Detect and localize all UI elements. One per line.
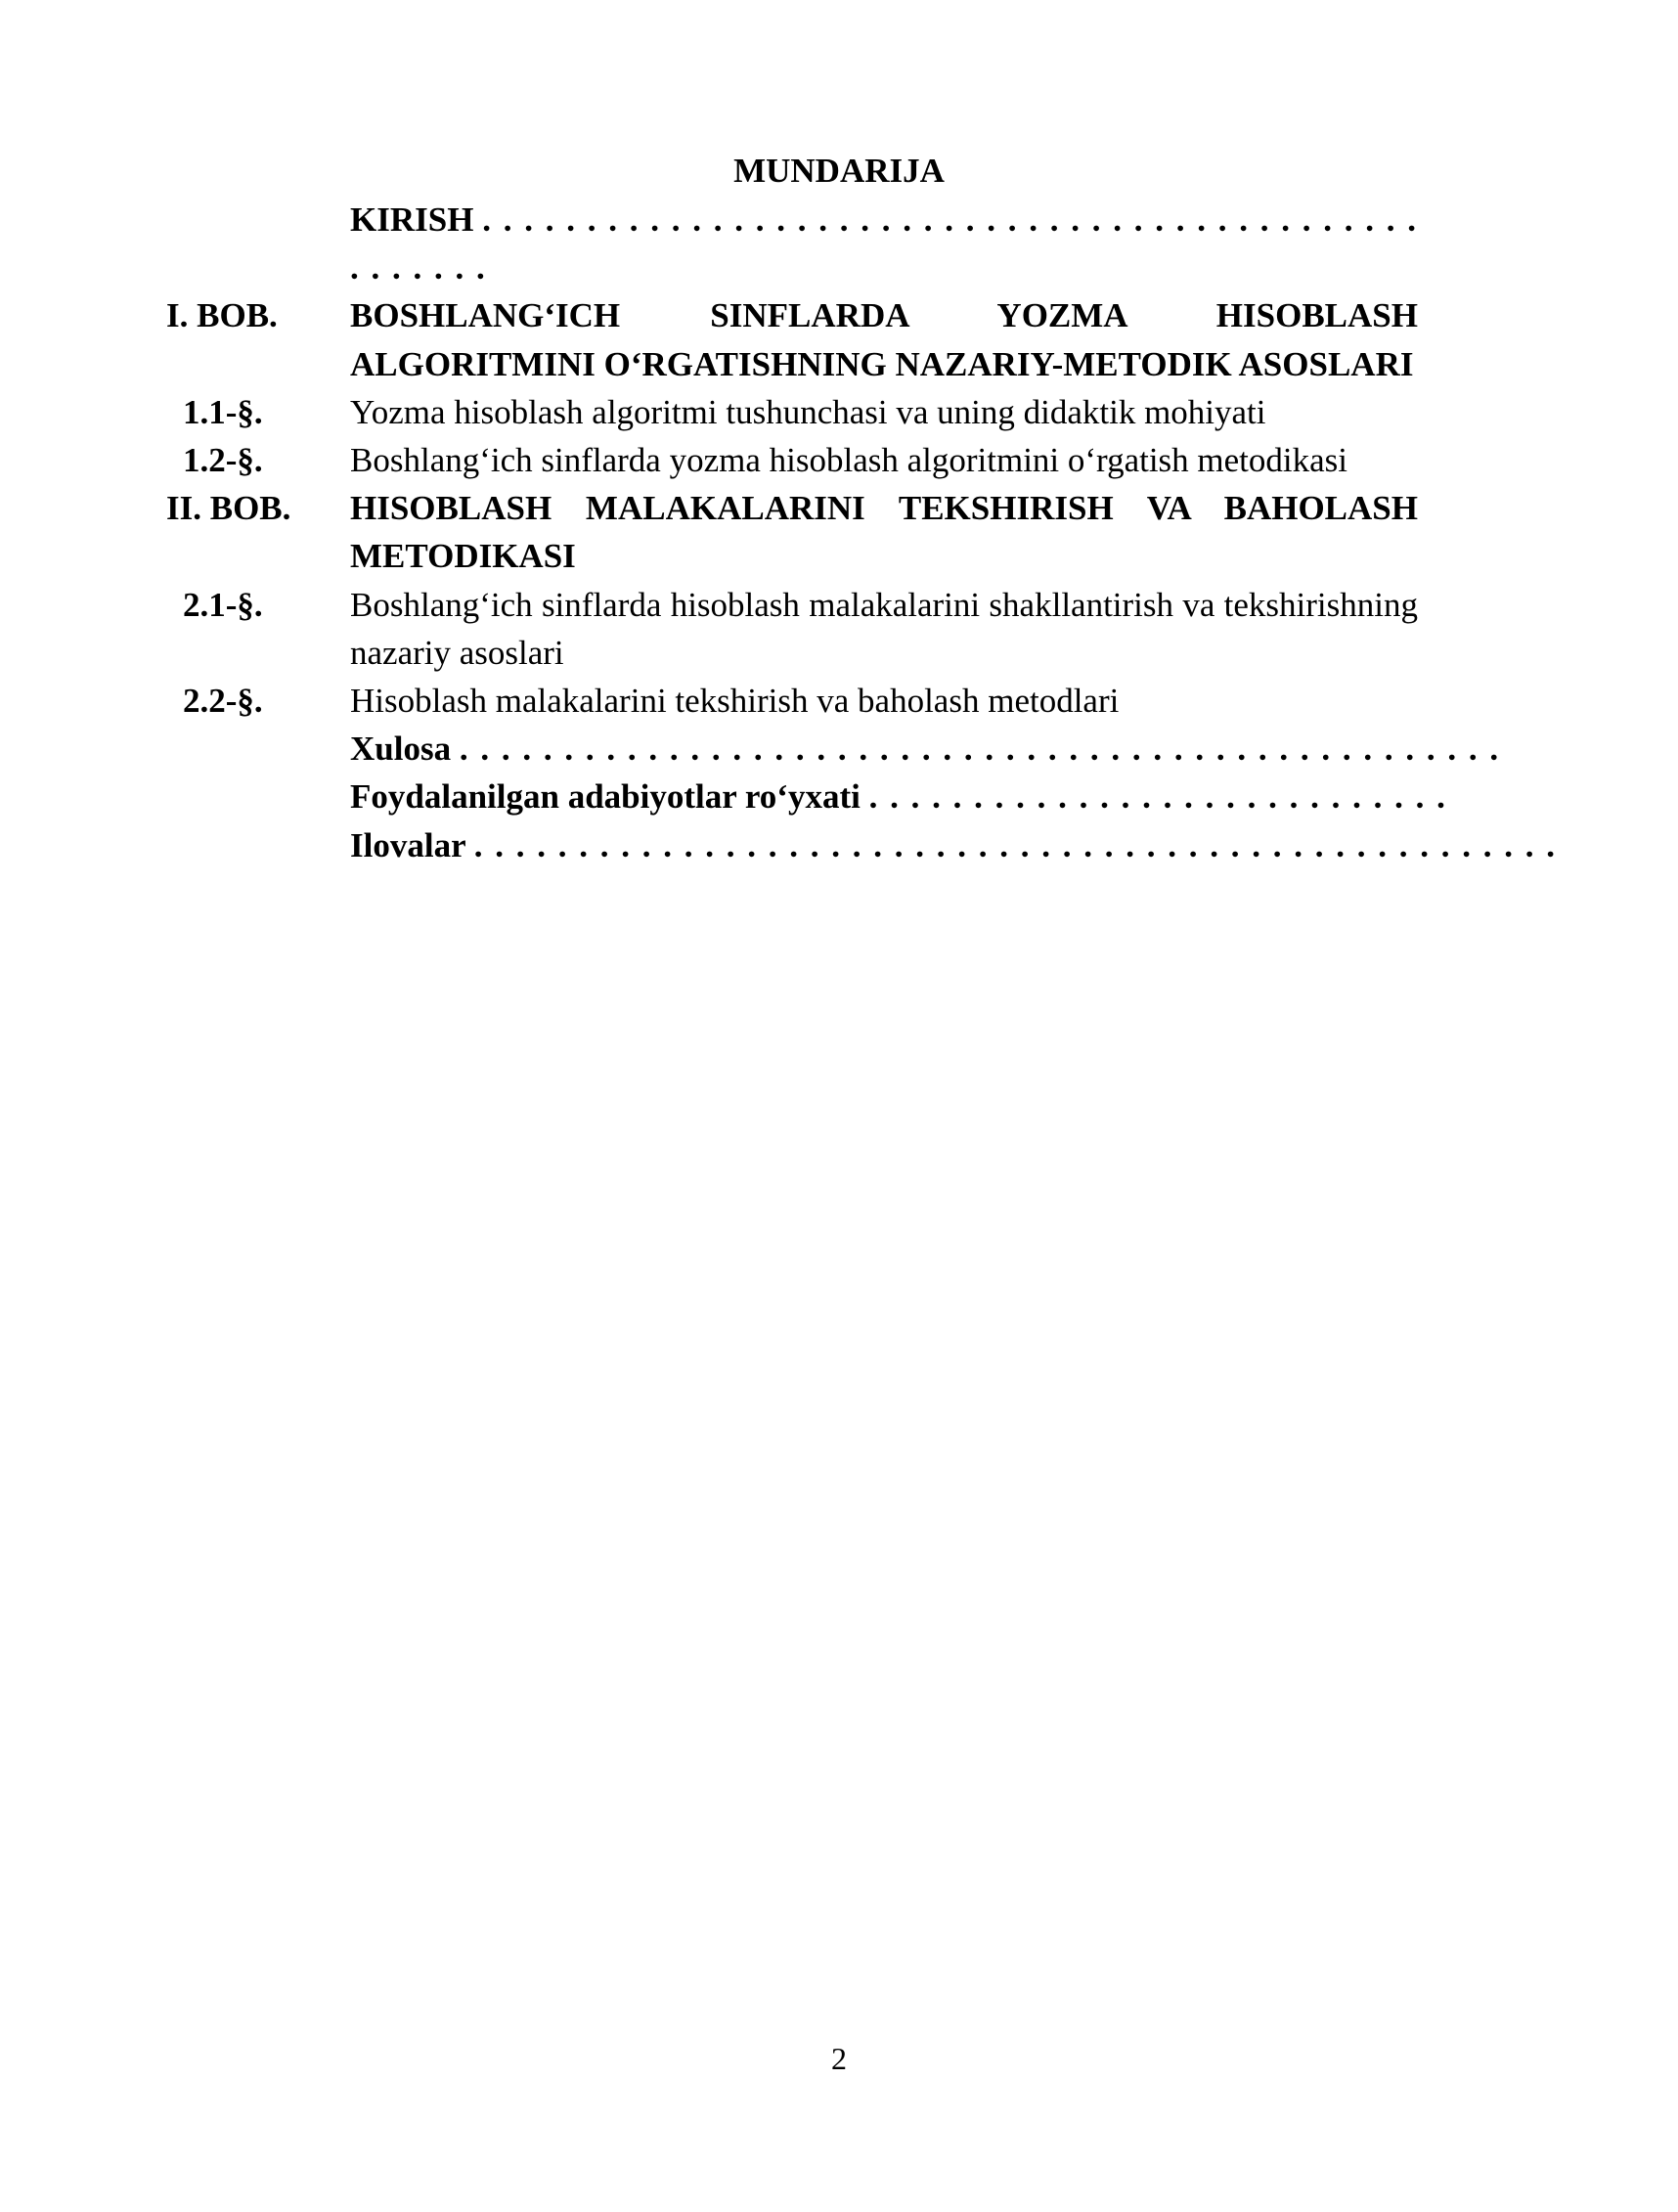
toc-entry-number: 2.2-§. xyxy=(183,682,263,721)
toc-entry-leader: . . . . . . . . . . . . . . . . . . . . . . . . . . . . . . . . . . . . . . . . . . . . . . . . . . . . xyxy=(473,825,1557,864)
toc-entry-chapter-2 xyxy=(166,484,1418,580)
toc-entry-text xyxy=(350,725,1500,773)
toc-entry-section-1-2 xyxy=(166,436,1418,484)
table-of-contents xyxy=(166,196,1557,869)
toc-entry-leader: . . . . . . . . . . . . . . . . . . . . . . . . . . . . xyxy=(868,777,1447,817)
toc-entry-section-2-2 xyxy=(166,677,1418,725)
toc-entry-label: Xulosa xyxy=(350,730,452,769)
page-title: MUNDARIJA xyxy=(733,152,945,190)
toc-entry-xulosa xyxy=(166,725,1501,773)
toc-entry-number xyxy=(166,773,350,820)
toc-entry-chapter-1 xyxy=(166,291,1418,387)
toc-entry-number: 1.2-§. xyxy=(183,441,263,480)
toc-entry-label: Foydalanilgan adabiyotlar ro‘yxati xyxy=(350,777,861,817)
toc-entry-text xyxy=(350,196,1418,291)
toc-entry-number xyxy=(166,196,350,291)
toc-entry-text xyxy=(350,773,1447,820)
toc-entry-number xyxy=(166,821,350,869)
toc-entry-leader: . . . . . . . . . . . . . . . . . . . . . . . . . . . . . . . . . . . . . . . . . . . . . . . . . . . . xyxy=(350,200,1419,288)
toc-entry-number: I. BOB. xyxy=(166,296,278,335)
toc-entry-label: Ilovalar xyxy=(350,825,465,864)
toc-entry-number: 2.1-§. xyxy=(183,585,263,624)
toc-entry-label: KIRISH xyxy=(350,200,474,239)
toc-entry-label: Yozma hisoblash algoritmi tushunchasi va uning didaktik mohiyati xyxy=(350,392,1266,431)
toc-entry-label: Boshlang‘ich sinflarda hisoblash malakalarini shakllantirish va tekshirishning nazariy asoslari xyxy=(350,585,1418,672)
toc-entry-number xyxy=(166,725,350,773)
toc-entry-label: Hisoblash malakalarini tekshirish va baholash metodlari xyxy=(350,682,1120,721)
toc-entry-section-1-1 xyxy=(166,388,1418,436)
toc-entry-adabiyotlar xyxy=(166,773,1447,820)
toc-entry-label: BOSHLANG‘ICH SINFLARDA YOZMA HISOBLASH ALGORITMINI O‘RGATISHNING NAZARIY-METODIK ASOSLARI xyxy=(350,296,1418,383)
toc-entry-leader: . . . . . . . . . . . . . . . . . . . . . . . . . . . . . . . . . . . . . . . . . . . . . . . . . . xyxy=(459,730,1501,769)
toc-entry-label: HISOBLASH MALAKALARINI TEKSHIRISH VA BAHOLASH METODIKASI xyxy=(350,489,1418,576)
toc-entry-number: II. BOB. xyxy=(166,489,291,528)
toc-entry-ilovalar xyxy=(166,821,1557,869)
toc-entry-section-2-1 xyxy=(166,581,1418,677)
toc-entry-kirish xyxy=(166,196,1418,291)
toc-entry-number: 1.1-§. xyxy=(183,392,263,431)
toc-entry-label: Boshlang‘ich sinflarda yozma hisoblash algoritmini o‘rgatish metodikasi xyxy=(350,441,1348,480)
toc-entry-text xyxy=(350,821,1557,869)
page-number: 2 xyxy=(831,2041,847,2076)
